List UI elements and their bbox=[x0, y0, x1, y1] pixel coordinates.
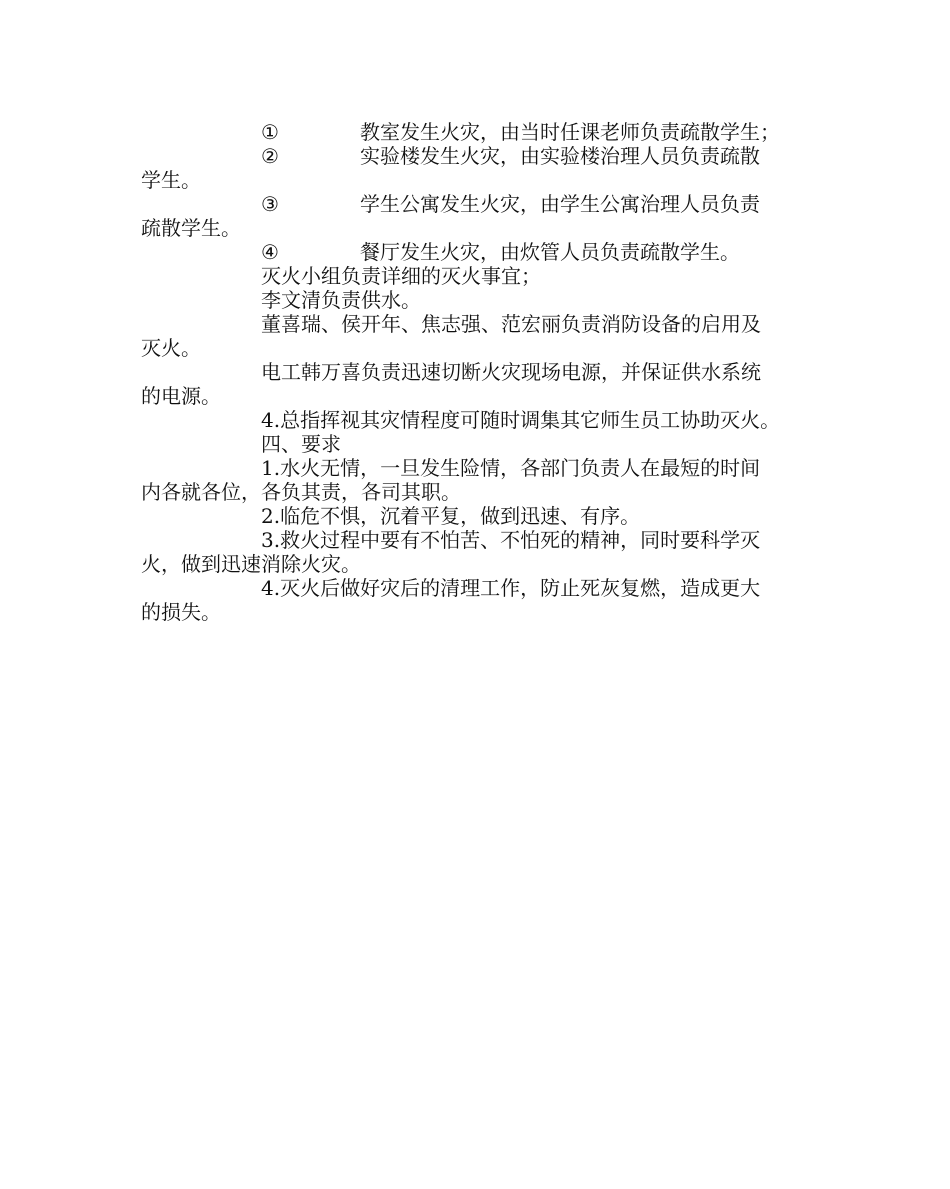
enum-marker: ④ bbox=[261, 240, 279, 264]
list-item-text: 餐厅发生火灾，由炊管人员负责疏散学生。 bbox=[360, 240, 740, 264]
enum-marker: ① bbox=[261, 120, 279, 144]
requirement-1-continuation: 内各就各位，各负其责，各司其职。 bbox=[141, 480, 461, 504]
fire-team-paragraph: 灭火小组负责详细的灭火事宜； bbox=[261, 264, 541, 288]
requirement-3: 3.救火过程中要有不怕苦、不怕死的精神，同时要科学灭 bbox=[261, 528, 761, 552]
list-item-text: 教室发生火灾，由当时任课老师负责疏散学生； bbox=[360, 120, 780, 144]
electric-paragraph: 电工韩万喜负责迅速切断火灾现场电源，并保证供水系统 bbox=[261, 360, 761, 384]
document-body bbox=[141, 120, 811, 624]
requirement-2: 2.临危不惧，沉着平复，做到迅速、有序。 bbox=[261, 504, 641, 528]
list-item bbox=[141, 192, 811, 216]
enum-marker: ② bbox=[261, 144, 279, 168]
enum-marker: ③ bbox=[261, 192, 279, 216]
list-item bbox=[141, 144, 811, 168]
requirement-4-continuation: 的损失。 bbox=[141, 600, 221, 624]
requirement-1: 1.水火无情，一旦发生险情，各部门负责人在最短的时间 bbox=[261, 456, 761, 480]
list-item-continuation: 学生。 bbox=[141, 168, 201, 192]
list-item-continuation: 疏散学生。 bbox=[141, 216, 241, 240]
commander-paragraph: 4.总指挥视其灾情程度可随时调集其它师生员工协助灭火。 bbox=[261, 408, 781, 432]
requirement-4: 4.灭火后做好灾后的清理工作，防止死灰复燃，造成更大 bbox=[261, 576, 761, 600]
electric-paragraph-continuation: 的电源。 bbox=[141, 384, 221, 408]
water-paragraph: 李文清负责供水。 bbox=[261, 288, 421, 312]
list-item bbox=[141, 240, 811, 264]
requirement-3-continuation: 火，做到迅速消除火灾。 bbox=[141, 552, 361, 576]
equipment-paragraph: 董喜瑞、侯开年、焦志强、范宏丽负责消防设备的启用及 bbox=[261, 312, 761, 336]
equipment-paragraph-continuation: 灭火。 bbox=[141, 336, 201, 360]
list-item-text: 实验楼发生火灾，由实验楼治理人员负责疏散 bbox=[360, 144, 760, 168]
list-item bbox=[141, 120, 811, 144]
list-item-text: 学生公寓发生火灾，由学生公寓治理人员负责 bbox=[360, 192, 760, 216]
section-heading: 四、要求 bbox=[261, 432, 341, 456]
